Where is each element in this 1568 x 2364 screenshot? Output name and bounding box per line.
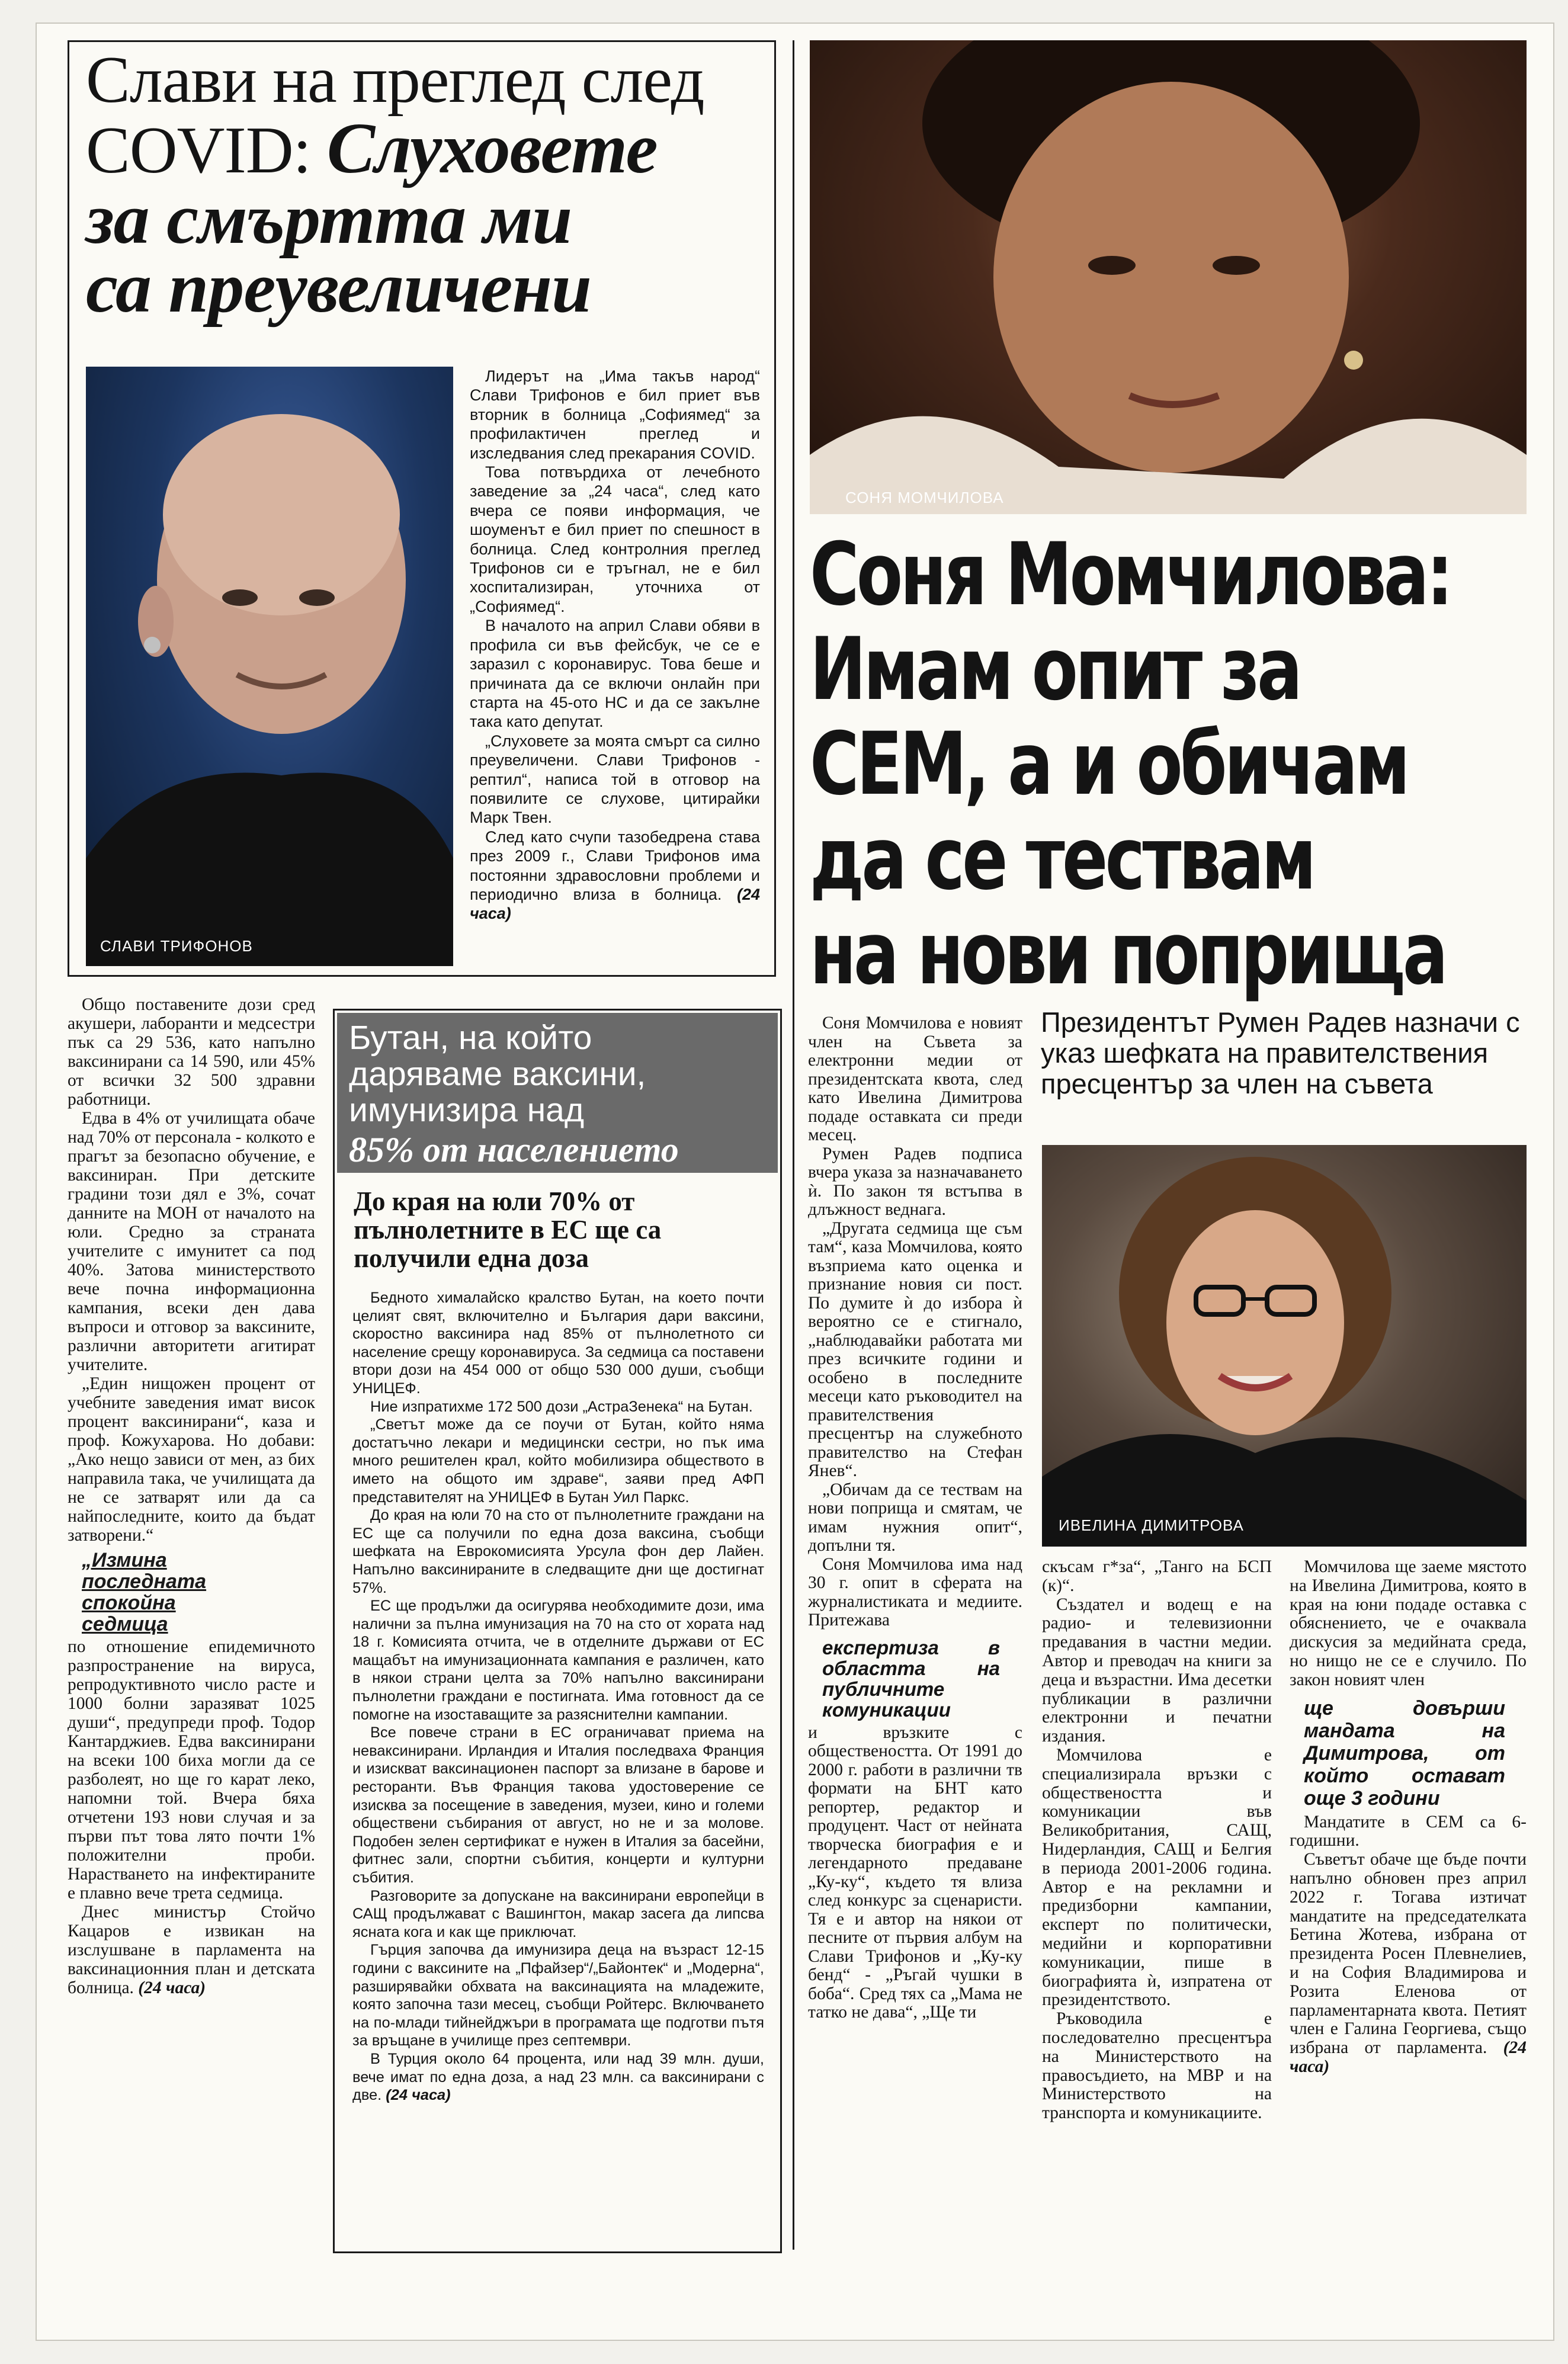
bhutan-article xyxy=(333,1009,782,2253)
bhutan-paragraph: Все повече страни в ЕС ограничават приема на неваксинирани. Ирландия и Италия последваха Франция и изискват ваксинационен паспорт за влизане в барове и ресторанти. Във Франция такова удостоверение се изисква за посещение в заведения, музеи, кино и големи обществени събирания от август, но не и за молове. Подобен зелен сертификат е нужен в Италия за басейни, фитнес зали, спортни събития, концерти и културни събития. xyxy=(352,1724,764,1886)
slavi-photo-caption: СЛАВИ ТРИФОНОВ xyxy=(100,937,253,955)
slavi-title-line3: за смъртта ми xyxy=(86,179,572,259)
sonya-paragraph: „Обичам да се тествам на нови поприща и смятам, че имам нужния опит“, допълни тя. xyxy=(808,1480,1022,1555)
slavi-title-line2-em: Слуховете xyxy=(326,108,658,188)
vaccines-source: (24 часа) xyxy=(138,1978,206,1997)
sonya-paragraph: Създател и водещ е на радио- и телевизионни предавания в частни медии. Автор и преводач на книги за деца и възрастни. Има десетки публикации в различни електронни и печатни издания. xyxy=(1042,1595,1272,1746)
bhutan-title-em: 85% от населението xyxy=(349,1130,679,1169)
sonya-paragraph-text: Съветът обаче ще бъде почти напълно обновен през април 2022 г. Тогава изтичат мандатите на председателката Бетина Жотева, избрана от президента Росен Плевнелиев, и на София Владимирова и Розита Еленова от парламентарната квота. Петият член е Галина Георгиева, също избрана от парламента. xyxy=(1290,1850,1527,2058)
sonya-column-1 xyxy=(808,1014,1022,2022)
bhutan-title-plain xyxy=(349,1020,775,1128)
sonya-paragraph: Соня Момчилова е новият член на Съвета за електронни медии от президентската квота, след като Ивелина Димитрова подаде оставката си преди месец. xyxy=(808,1013,1022,1144)
sonya-paragraph: Ръководила е последователно пресцентъра на Министерството на правосъдието, на МВР и на Министерството на транспорта и комуникациите. xyxy=(1042,2009,1272,2123)
slavi-title-line4: са преувеличени xyxy=(86,248,591,328)
bhutan-paragraph: Разговорите за допускане на ваксинирани европейци в САЩ продължават с Вашингтон, макар засега да липсва ясната кога и как ще приключат. xyxy=(352,1887,764,1940)
bhutan-paragraph: ЕС ще продължи да осигурява необходимите дози, има налични за пълна имунизация на 70 на сто от хората над 18 г. Комисията отчита, че в отделните държави от ЕС мащабът на имунизационната кампания е различен, като в някои страни целта за 70% напълно ваксинирани пълнолетни граждани е постигната. Има готовност да се помогне на изоставащите за разяснителни кампании. xyxy=(352,1598,764,1723)
slavi-photo xyxy=(86,367,453,966)
sonya-portrait-illustration xyxy=(810,40,1527,514)
bhutan-title-line3: имунизира над xyxy=(349,1091,585,1129)
sonya-paragraph: Момчилова ще заеме мястото на Ивелина Димитрова, която в края на юни подаде оставка с обяснението, че е очаквала дискусия за медийната среда, но нищо не се е случило. По закон новият член xyxy=(1290,1557,1527,1689)
slavi-paragraph: Това потвърдиха от лечебното заведение за „24 часа“, след като вчера се появи информация, че шоуменът е бил приет по спешност в болница. След контролния преглед Трифонов си е тръгнал, не е бил хоспитализиран, уточниха от „Софиямед“. xyxy=(470,463,760,615)
slavi-title-line2-plain: COVID: xyxy=(86,114,327,187)
sonya-photo xyxy=(810,40,1527,514)
sonya-source: (24 часа) xyxy=(1290,2038,1527,2076)
bhutan-paragraph-text: В Турция около 64 процента, или над 39 млн. души, вече имат по една доза, а над 23 млн. са ваксинирани с две. xyxy=(352,2050,764,2104)
vaccines-paragraph: Едва в 4% от училищата обаче над 70% от персонала - колкото е прагът за безопасно обучение, е ваксиниран. При детските градини този дял е 3%, сочат данните на МОН от началото на юли. Средно за страната учителите с имунитет са под 40%. Затова министерството вече почна информационна кампания, всеки ден дава въпроси и отговор за ваксините, различни авторитети агитират учителите. xyxy=(68,1109,315,1374)
slavi-source: (24 часа) xyxy=(470,885,760,923)
vaccines-paragraph-text: Днес министър Стойчо Кацаров е извикан на изслушване в парламента на ваксинационния план и детската болница. xyxy=(68,1903,315,1997)
bhutan-paragraph: До края на юли 70 на сто от пълнолетните граждани на ЕС ще са получили по една доза ваксина, съобщи шефката на Еврокомисията Урсула фон дер Лайен. Напълно ваксинираните в следващите дни ще достигнат 57%. xyxy=(352,1507,764,1596)
sonya-paragraph: Румен Радев подписа вчера указа за назначаването ѝ. По закон тя встъпва в длъжност веднага. xyxy=(808,1144,1022,1219)
bhutan-subtitle: До края на юли 70% от пълнолетните в ЕС ще са получили една доза xyxy=(354,1186,662,1273)
sonya-paragraph: „Другата седмица ще съм там“, каза Момчилова, която възприема като оценка и признание новия си пост. По думите ѝ до избора ѝ вероятно се е стигнало, „наблюдавайки работата ми през всичките години и особено в последните месеци като ръководител на правителствения пресцентър на служебното правителство на Стефан Янев“. xyxy=(808,1218,1022,1480)
sonya-pull-quote: Президентът Румен Радев назначи с указ шефката на правителствения пресцентър за член на съвета xyxy=(1041,1006,1520,1099)
slavi-paragraph: В началото на април Слави обяви в профила си във фейсбук, че се е заразил с коронавирус. Това беше и причината да се включи онлайн при старта на 45-ото НС и да се закълне така като депутат. xyxy=(470,617,760,731)
bhutan-paragraph: Ние изпратихме 172 500 дози „АстраЗенека“ на Бутан. xyxy=(370,1398,753,1415)
bhutan-paragraph xyxy=(352,2050,764,2105)
sonya-paragraph: Соня Момчилова има над 30 г. опит в сферата на журналистиката и медиите. Притежава xyxy=(808,1554,1022,1630)
ivelina-photo xyxy=(1042,1145,1527,1547)
vaccines-paragraph: Общо поставените дози сред акушери, лаборанти и медсестри пък са 29 536, като напълно ваксинирани са 14 590, или 45% от всички 32 500 здравни работници. xyxy=(68,995,315,1109)
bhutan-paragraph: Бедното хималайско кралство Бутан, на което почти целият свят, включително и България дари ваксини, скоростно ваксинира над 85% от пълнолетното си население срещу коронавируса. За седмица са поставени втори дози на 454 000 от общо 530 000 души, съобщи УНИЦЕФ. xyxy=(352,1290,764,1397)
slavi-body xyxy=(470,367,760,923)
bhutan-title-line1: Бутан, на който xyxy=(349,1019,592,1057)
bhutan-paragraph: „Светът може да се поучи от Бутан, който няма достатъчно лекари и медицински сестри, но пък има много решителен крал, който мобилизира обществото в името на общото им здраве“, заяви пред АФП представителят на УНИЦЕФ в Бутан Уил Паркс. xyxy=(352,1416,764,1506)
vaccines-paragraph: по отношение епидемичното разпространение на вируса, репродуктивното число расте и 1000 болни заразяват 1025 души“, предупреди проф. Тодор Кантарджиев. Едва ваксинирани на всеки 100 биха могли да се разболеят, но ще го карат леко, напомни той. Вчера бяха отчетени 193 нови случая и за първи път това лято почти 1% положителни проби. Нарастването на инфектираните е плавно вече трета седмица. xyxy=(68,1637,315,1903)
vaccines-paragraph xyxy=(68,1903,315,1997)
sonya-subhead-expertise: експертиза в областта на публичните комуникации xyxy=(822,1636,1000,1721)
vaccines-article xyxy=(68,995,315,1997)
sonya-photo-caption: СОНЯ МОМЧИЛОВА xyxy=(845,489,1004,506)
sonya-subhead-mandate: ще довърши мандата на Димитрова, от който остават още 3 години xyxy=(1304,1696,1505,1810)
slavi-article xyxy=(68,40,776,977)
sonya-paragraph: и връзките с обществеността. От 1991 до 2000 г. работи в различни тв формати на БНТ като репортер, редактор и продуцент. Част от нейната творческа биография е и легендарното предаване „Ку-ку“, където тя влиза след конкурс за сценаристи. Тя е и автор на някои от песните от първия албум на Слави Трифонов и „Ку-ку бенд“ - „Ръгай чушки в боба“. Сред тях са „Мама не татко не дава“, „Ще ти xyxy=(808,1723,1022,2022)
sonya-title-line: да се тествам xyxy=(810,809,1314,909)
slavi-headline xyxy=(86,43,761,328)
slavi-paragraph xyxy=(470,827,760,923)
slavi-title-line1: Слави на преглед след xyxy=(86,43,704,117)
sonya-column-3 xyxy=(1290,1558,1527,2077)
vaccines-paragraph: „Един нищожен процент от учебните заведения имат висок процент ваксинирани“, каза и проф. Кожухарова. Но добави: „Ако нещо зависи от мен, аз бих направила така, че училищата да не се затварят или да са найпоследните, които да бъдат затворени.“ xyxy=(68,1374,315,1545)
sonya-headline xyxy=(810,524,1451,1004)
sonya-title-line: Имам опит за xyxy=(810,619,1300,720)
page-divider xyxy=(793,40,794,2250)
slavi-paragraph: Лидерът на „Има такъв народ“ Слави Трифонов е бил приет във вторник в болница „Софиямед“ за профилактичен преглед и изследвания след прекарания COVID. xyxy=(470,367,760,462)
sonya-paragraph: Мандатите в СЕМ са 6-годишни. xyxy=(1290,1812,1527,1850)
vaccines-subhead: „Измина последната спокойна седмица xyxy=(82,1549,207,1635)
slavi-paragraph-text: След като счупи тазобедрена става през 2009 г., Слави Трифонов има постоянни здравословни проблеми и периодично влиза в болница. xyxy=(470,827,760,903)
bhutan-paragraph: Гърция започва да имунизира деца на възраст 12-15 години с ваксините на „Пфайзер“/„Байонтек“ и „Модерна“, разширявайки обхвата на ваксинацията на младежите, която започна тази месец, съобщи Ройтерс. Включването на по-млади тийнейджъри в програмата ще подготви пътя за връщане в училище през септември. xyxy=(352,1942,764,2049)
bhutan-headline xyxy=(337,1013,778,1173)
newspaper-page xyxy=(36,23,1554,2341)
bhutan-source: (24 часа) xyxy=(386,2087,451,2104)
ivelina-photo-caption: ИВЕЛИНА ДИМИТРОВА xyxy=(1059,1516,1244,1534)
sonya-column-2 xyxy=(1042,1558,1272,2123)
sonya-paragraph: Момчилова е специализирала връзки с обществеността и комуникации във Великобритания, САЩ, Нидерландия, САЩ и Белгия в периода 2001-2006 година. Автор е на рекламни и предизборни кампании, експерт по политически, медийни и корпоративни комуникации, пише в биографията ѝ, изпратена от президентството. xyxy=(1042,1745,1272,2010)
slavi-paragraph: „Слуховете за моята смърт са силно преувеличени. Слави Трифонов - рептил“, написа той в отговор на появилите се слухове, цитирайки Марк Твен. xyxy=(470,732,760,827)
sonya-title-line: СЕМ, а и обичам xyxy=(810,714,1407,814)
sonya-paragraph xyxy=(1290,1850,1527,2077)
sonya-title-line: Соня Момчилова: xyxy=(810,524,1451,625)
slavi-portrait-illustration xyxy=(86,367,453,966)
sonya-title-line: на нови поприща xyxy=(810,903,1446,1004)
sonya-paragraph: скъсам г*за“, „Танго на БСП (к)“. xyxy=(1042,1557,1272,1595)
ivelina-portrait-illustration xyxy=(1042,1145,1527,1547)
bhutan-body xyxy=(352,1289,764,2105)
bhutan-title-line2: даряваме ваксини, xyxy=(349,1055,646,1093)
